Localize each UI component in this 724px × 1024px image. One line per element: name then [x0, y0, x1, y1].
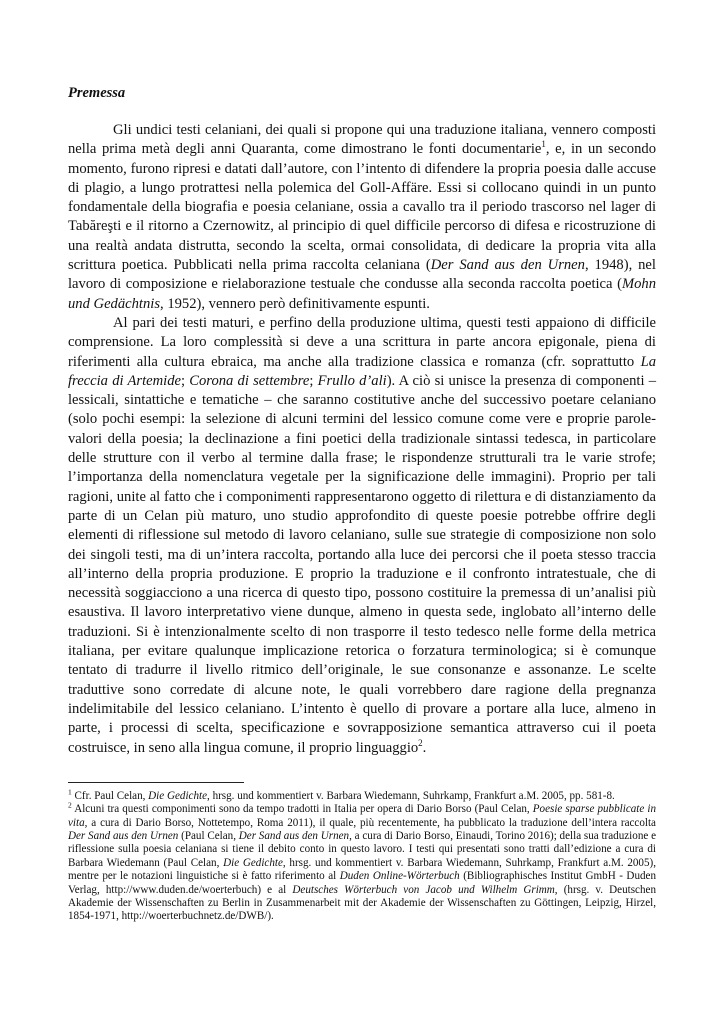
- text-run: Cfr. Paul Celan,: [71, 789, 149, 802]
- body-paragraph: [68, 314, 656, 758]
- document-page: [68, 84, 656, 924]
- footnote-marker: 1: [68, 787, 72, 797]
- text-run: (Bibliographisches Institut GmbH - Duden Verlag, http://www.duden.de/woerterbuch) e al: [68, 870, 657, 896]
- text-run: , hrsg. und kommentiert v. Barbara Wiedemann, Suhrkamp, Frankfurt a.M. 2005, pp. 581-8.: [207, 789, 615, 802]
- text-run: , (hrsg. v. Deutschen Akademie der Wissenschaften zu Berlin in Zusammenarbeit mit der Akademie der Wissenschaften zu Göttingen, Leipzig, Hirzel, 1854-1971, http://woerterbuchnetz.de/DWB/).: [68, 883, 656, 923]
- italic-title: Der Sand aus den Urnen: [68, 830, 179, 843]
- text-run: Alcuni tra questi componimenti sono da tempo tradotti in Italia per opera di Dario Borso (Paul Celan,: [71, 803, 533, 816]
- footnote: [68, 787, 656, 803]
- italic-title: Die Gedichte: [148, 789, 208, 802]
- italic-title: La freccia di Artemide: [68, 353, 656, 389]
- italic-title: Die Gedichte: [223, 856, 283, 869]
- text-run: .: [422, 739, 427, 756]
- text-run: (Paul Celan,: [178, 830, 239, 843]
- italic-title: Duden Online-Wörterbuch: [339, 870, 460, 883]
- italic-title: Mohn und Gedächtnis: [68, 276, 656, 312]
- italic-title: Frullo d’ali: [317, 372, 387, 389]
- italic-title: Poesie sparse pubblicate in vita: [68, 803, 656, 829]
- footnote-marker: 2: [418, 737, 423, 748]
- text-run: , hrsg. und kommentiert v. Barbara Wiedemann, Suhrkamp, Frankfurt a.M. 2005), mentre per le notazioni linguistiche si è fatto riferimento al: [68, 856, 656, 883]
- text-run: ). A ciò si unisce la presenza di componenti – lessicali, sintattiche e tematiche – che saranno costitutive anche del successivo poetare celaniano (solo pochi esempi: la selezione di alcuni termini del lessico comune come vere e proprie parole-valori della poesia; la declinazione a fini poetici della tradizionale sintassi tedesca, in particolare delle strutture con il verbo al termine dalla frase; le rispondenze strutturali tra le varie strofe; l’importanza della nomenclatura vegetale per la significazione delle immagini). Proprio per tali ragioni, unite al fatto che i componimenti rappresentarono oggetto di rilettura e di distanziamento da parte di un Celan più maturo, uno studio approfondito di queste poesie potrebbe offrire degli elementi di riflessione sul metodo di lavoro celaniano, sulle sue strategie di composizione non solo dei singoli testi, ma di un’intera raccolta, portando alla luce dei percorsi che il poeta stesso traccia all’interno della propria produzione. E proprio la traduzione e il confronto intratestuale, che di necessità soggiacciono a una ricerca di questo tipo, possono costituire la premessa di un’analisi più esaustiva. Il lavoro interpretativo viene dunque, almeno in questa sede, inglobato all’interno delle traduzioni. Si è intenzionalmente scelto di non trasporre il testo tedesco nelle forme della metrica italiana, per evitare qualunque implicazione retorica o forzatura terminologica; si è comunque tentato di tradurre il livello ritmico dell’originale, le sue consonanze e assonanze. Le scelte traduttive sono corredate di alcune note, le quali vorrebbero dare ragione della pregnanza indelimitabile del lessico celaniano. L’intento è quello di provare a portare alla luce, almeno in parte, i processi di scelta, specificazione e sovrapposizione semantica attraverso cui il poeta costruisce, in seno alla lingua comune, il proprio linguaggio: [68, 372, 657, 756]
- text-run: , e, in un secondo momento, furono ripresi e datati dall’autore, con l’intento di difendere la propria poesia dalle accuse di plagio, a lungo protrattesi nella polemica del Goll-Affäre. Essi si collocano quindi in un punto fondamentale della biografia e poesia celaniane, ossia a cavallo tra il periodo trascorso nel lager di Tabăreşti e il ritorno a Czernowitz, al principio di quel difficile percorso di difesa e ricostruzione di una realtà andata distrutta, secondo la scelta, ormai consolidata, di dedicare la propria vita alla scrittura poetica. Pubblicati nella prima raccolta celaniana (: [68, 141, 656, 274]
- footnote: [68, 800, 657, 924]
- text-run: Al pari dei testi maturi, e perfino della produzione ultima, questi testi appaiono di difficile comprensione. La loro complessità si deve a una scrittura in parte ancora epigonale, piena di riferimenti alla cultura ebraica, ma anche alla tradizione classica e romanza (cfr. soprattutto: [68, 314, 656, 370]
- italic-title: Corona di settembre: [189, 372, 310, 389]
- text-run: ;: [181, 372, 190, 389]
- footnote-marker: 2: [68, 800, 72, 810]
- footnote-separator: [68, 782, 244, 783]
- text-run: , 1948), nel lavoro di composizione e rielaborazione testuale che condusse alla seconda raccolta poetica (: [68, 257, 656, 293]
- text-run: ;: [309, 372, 318, 389]
- italic-title: Der Sand aus den Urnen: [430, 257, 585, 274]
- text-run: , a cura di Dario Borso, Einaudi, Torino 2016); della sua traduzione e riflessione sulla poesia celaniana si tiene il debito conto in questo lavoro. I testi qui presentati sono tratti dall’edizione a cura di Barbara Wiedemann (Paul Celan,: [68, 830, 656, 869]
- footnote-marker: 1: [541, 139, 546, 150]
- italic-title: Der Sand aus den Urnen: [238, 830, 350, 843]
- section-heading: Premessa: [68, 85, 126, 101]
- body-paragraph: [68, 121, 656, 314]
- text-run: , a cura di Dario Borso, Nottetempo, Roma 2011), il quale, più recentemente, ha pubblicato la traduzione dell’intera raccolta: [84, 816, 656, 829]
- italic-title: Deutsches Wörterbuch von Jacob und Wilhelm Grimm: [292, 883, 555, 896]
- text-run: Gli undici testi celaniani, dei quali si propone qui una traduzione italiana, vennero composti nella prima metà degli anni Quaranta, come dimostrano le fonti documentarie: [68, 122, 656, 158]
- text-run: , 1952), vennero però definitivamente espunti.: [160, 295, 430, 312]
